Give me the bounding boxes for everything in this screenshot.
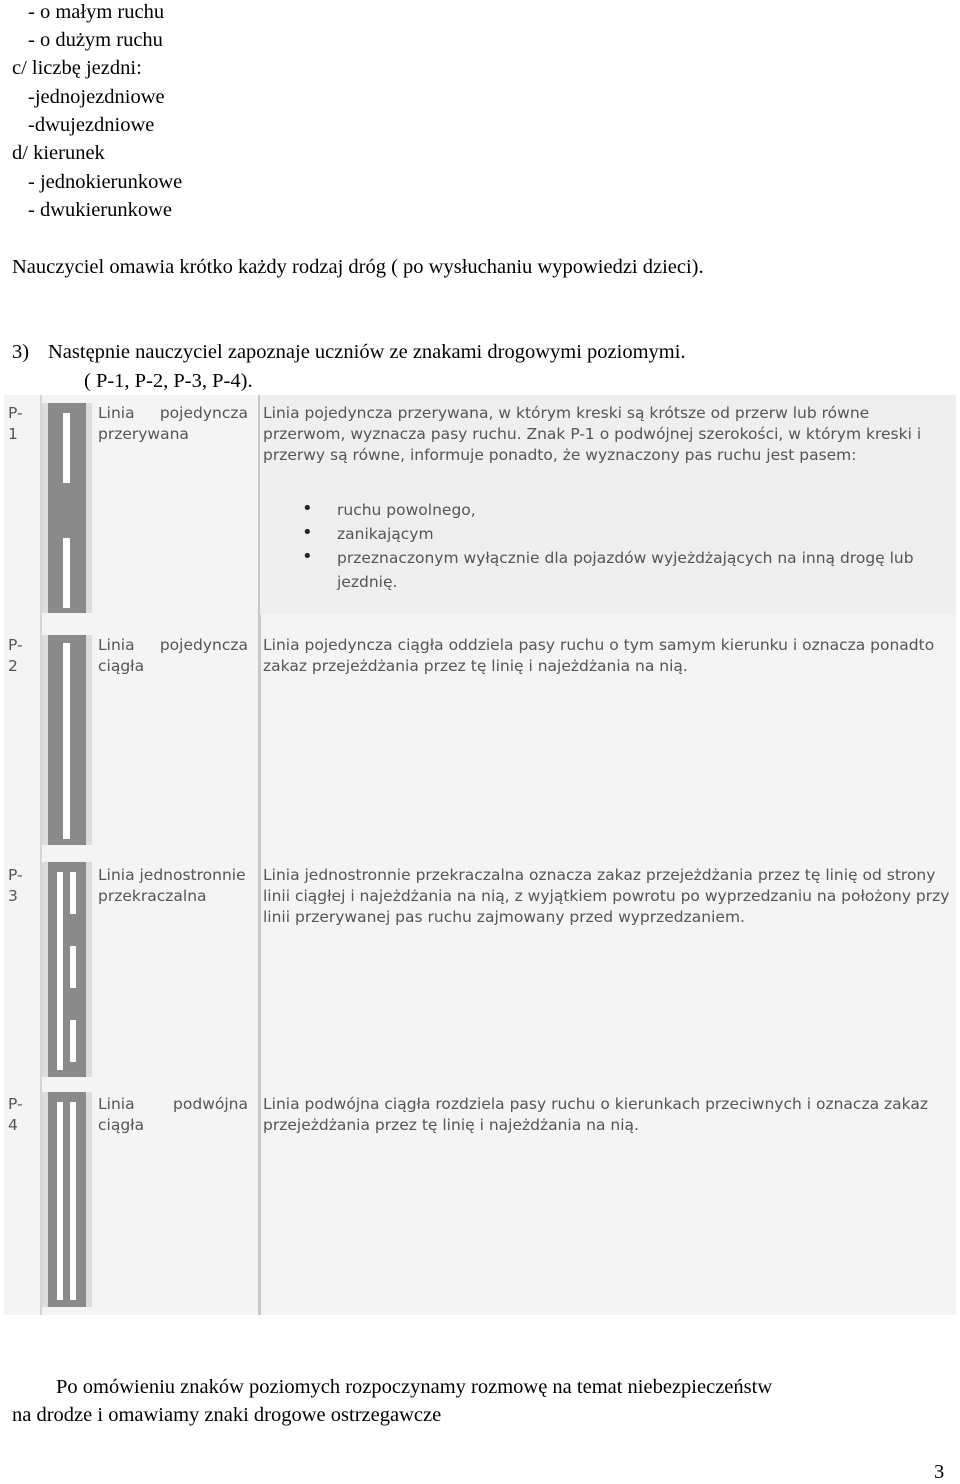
sign-name-line: przerywana xyxy=(98,425,189,443)
sign-name-line: Linia pojedyncza xyxy=(98,636,248,654)
p4-marking-image xyxy=(42,1092,92,1307)
sign-name xyxy=(98,403,248,445)
list-item: - o małym ruchu xyxy=(28,1,165,23)
p1-marking-image xyxy=(42,403,92,613)
description-line: linii przerywanej pas ruchu zajmowany przed wyprzedzaniem. xyxy=(263,908,745,926)
list-item: - o dużym ruchu xyxy=(28,29,163,51)
sign-bullet-list xyxy=(300,498,937,594)
sign-code-prefix: P- xyxy=(8,1095,23,1113)
list-item: -dwujezdniowe xyxy=(28,114,155,136)
sign-code-number: 2 xyxy=(8,657,18,675)
sign-code-number: 3 xyxy=(8,887,18,905)
sign-name xyxy=(98,1094,248,1136)
table-row xyxy=(4,1087,956,1315)
sign-name-line: ciągła xyxy=(98,657,145,675)
description-line: zakaz przejeżdżania przez tę linię i najeżdżania na nią. xyxy=(263,657,688,675)
p3-marking-image xyxy=(42,862,92,1077)
closing-line: na drodze i omawiamy znaki drogowe ostrzegawcze xyxy=(12,1404,442,1426)
description-line: linii ciągłej i najeżdżania na nią, z wyjątkiem powrotu po wyprzedzaniu na położony przy xyxy=(263,887,950,905)
sign-name xyxy=(98,635,248,677)
sign-description xyxy=(263,865,953,928)
sign-name xyxy=(98,865,248,907)
table-row xyxy=(4,395,956,615)
description-line: przerwom, wyznacza pasy ruchu. Znak P-1 o podwójnej szerokości, w którym kreski i xyxy=(263,425,922,443)
description-line: przerwy są równe, informuje ponadto, że wyznaczony pas ruchu jest pasem: xyxy=(263,446,857,464)
sign-code xyxy=(8,1094,38,1136)
sign-name-line: przekraczalna xyxy=(98,887,207,905)
sign-code xyxy=(8,635,38,677)
sign-code-number: 4 xyxy=(8,1116,18,1134)
description-line: Linia jednostronnie przekraczalna oznacza zakaz przejeżdżania przez tę linię od strony xyxy=(263,866,936,884)
description-line: Linia pojedyncza przerywana, w którym kreski są krótsze od przerw lub równe xyxy=(263,404,870,422)
sign-description xyxy=(263,403,953,466)
list-item: • przeznaczonym wyłącznie dla pojazdów wyjeżdżających na inną drogę lub jezdnię. xyxy=(300,546,937,594)
sign-description xyxy=(263,635,953,677)
list-item: d/ kierunek xyxy=(12,142,105,164)
teacher-paragraph: Nauczyciel omawia krótko każdy rodzaj dróg ( po wysłuchaniu wypowiedzi dzieci). xyxy=(12,256,704,278)
table-row xyxy=(4,857,956,1077)
sign-code xyxy=(8,403,38,445)
sign-name-line: Linia podwójna xyxy=(98,1095,248,1113)
step-codes: ( P-1, P-2, P-3, P-4). xyxy=(84,370,253,392)
list-item: • ruchu powolnego, xyxy=(300,498,937,522)
list-item: - jednokierunkowe xyxy=(28,171,183,193)
sign-code xyxy=(8,865,38,907)
sign-name-line: Linia jednostronnie xyxy=(98,866,246,884)
step-number: 3) xyxy=(12,341,30,363)
sign-code-prefix: P- xyxy=(8,866,23,884)
description-line: przejeżdżania przez tę linię i najeżdżania na nią. xyxy=(263,1116,639,1134)
closing-line: Po omówieniu znaków poziomych rozpoczynamy rozmowę na temat niebezpieczeństw xyxy=(56,1376,773,1398)
list-item: c/ liczbę jezdni: xyxy=(12,57,142,79)
list-item: • zanikającym xyxy=(300,522,937,546)
sign-code-prefix: P- xyxy=(8,636,23,654)
signs-table xyxy=(4,395,956,1315)
p2-marking-image xyxy=(42,635,92,845)
table-row xyxy=(4,627,956,847)
page-number: 3 xyxy=(934,1461,945,1483)
description-line: Linia podwójna ciągła rozdziela pasy ruchu o kierunkach przeciwnych i oznacza zakaz xyxy=(263,1095,928,1113)
step-text: Następnie nauczyciel zapoznaje uczniów ze znakami drogowymi poziomymi. xyxy=(48,341,686,363)
description-line: Linia pojedyncza ciągła oddziela pasy ruchu o tym samym kierunku i oznacza ponadto xyxy=(263,636,935,654)
sign-description xyxy=(263,1094,953,1136)
list-item: - dwukierunkowe xyxy=(28,199,173,221)
list-item: -jednojezdniowe xyxy=(28,86,165,108)
sign-name-line: ciągła xyxy=(98,1116,145,1134)
sign-name-line: Linia pojedyncza xyxy=(98,404,248,422)
sign-code-prefix: P- xyxy=(8,404,23,422)
sign-code-number: 1 xyxy=(8,425,18,443)
